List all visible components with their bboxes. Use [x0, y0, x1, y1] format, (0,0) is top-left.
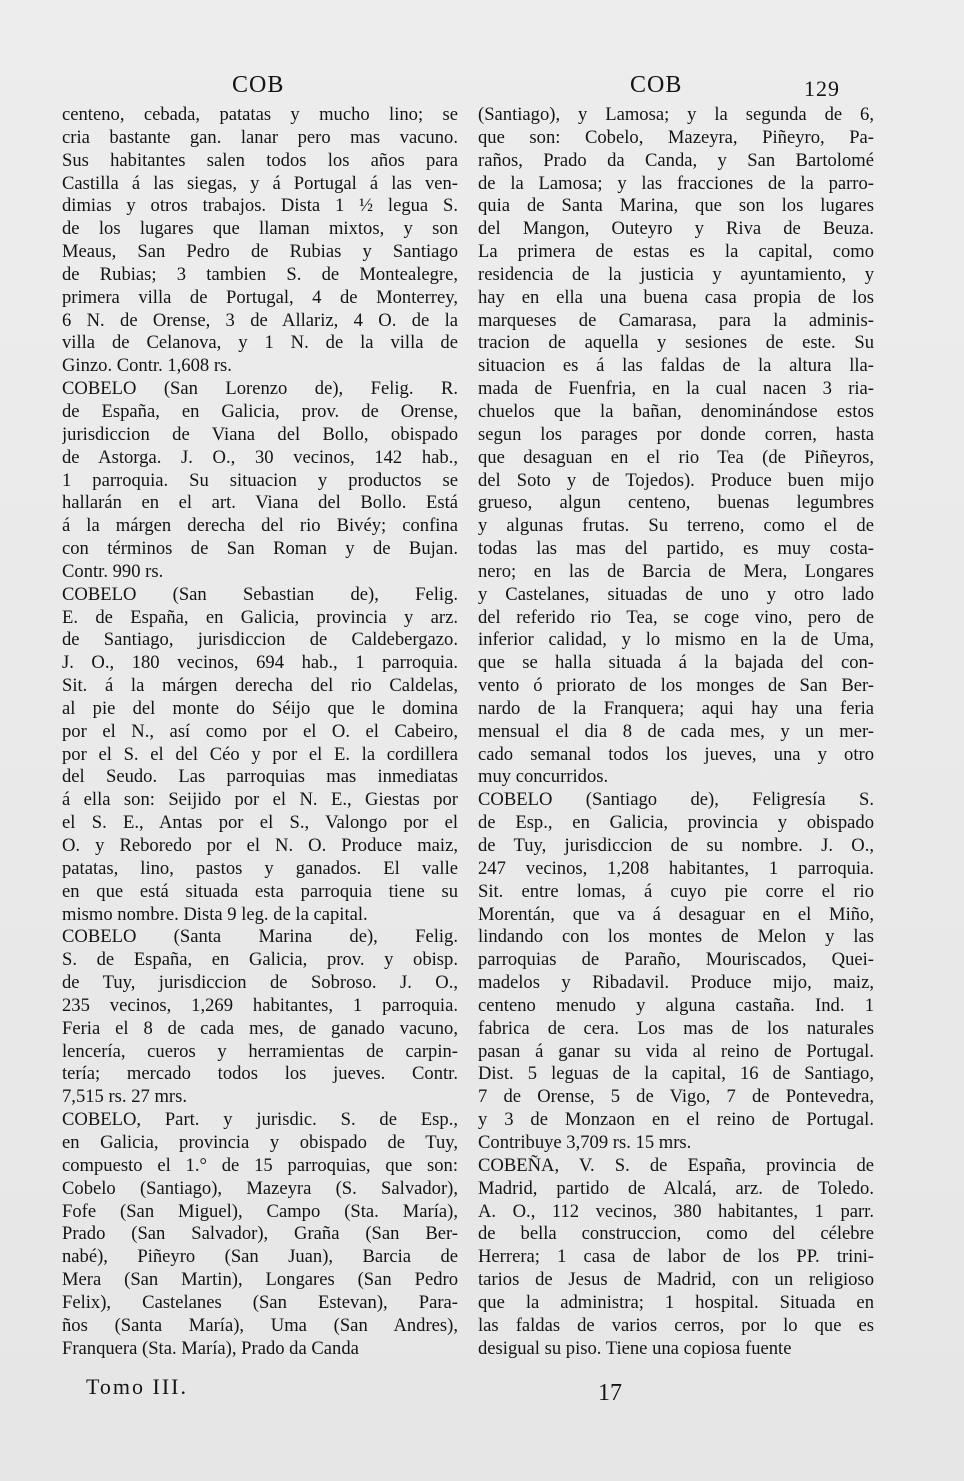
right-column — [478, 104, 874, 1360]
text-line: Cobelo (Santiago), Mazeyra (S. Salvador), — [62, 1177, 458, 1199]
text-line: COBELO (San Lorenzo de), Felig. R. — [62, 378, 458, 400]
text-line: Sus habitantes salen todos los años para — [62, 149, 458, 171]
text-line: COBEÑA, V. S. de España, provincia de — [478, 1154, 874, 1176]
text-line: Mera (San Martin), Longares (San Pedro — [62, 1269, 458, 1291]
text-line: nabé), Piñeyro (San Juan), Barcia de — [62, 1246, 458, 1268]
text-line: 6 N. de Orense, 3 de Allariz, 4 O. de la — [62, 309, 458, 331]
text-line: de España, en Galicia, prov. de Orense, — [62, 400, 458, 422]
text-line: 247 vecinos, 1,208 habitantes, 1 parroquia. — [478, 857, 874, 879]
page-number: 129 — [804, 76, 840, 101]
text-line: del Mangon, Outeyro y Riva de Beuza. — [478, 218, 874, 240]
text-line: villa de Celanova, y 1 N. de la villa de — [62, 332, 458, 354]
text-line: E. de España, en Galicia, provincia y arz. — [62, 606, 458, 628]
text-line: hallarán en el art. Viana del Bollo. Está — [62, 492, 458, 514]
text-line: Sit. entre lomas, á cuyo pie corre el rio — [478, 880, 874, 902]
text-line: que son: Cobelo, Mazeyra, Piñeyro, Pa- — [478, 126, 874, 148]
text-line: el S. E., Antas por el S., Valongo por el — [62, 812, 458, 834]
text-line: de la Lamosa; y las fracciones de la parro- — [478, 172, 874, 194]
running-header — [0, 72, 964, 102]
text-line: del Seudo. Las parroquias mas inmediatas — [62, 766, 458, 788]
text-line: tracion de aquella y sesiones de este. Su — [478, 332, 874, 354]
text-line: segun los parages por donde corren, hasta — [478, 423, 874, 445]
text-line: Castilla á las siegas, y á Portugal á las ven- — [62, 172, 458, 194]
text-line: á la márgen derecha del rio Bivéy; confina — [62, 515, 458, 537]
text-line: Fofe (San Miguel), Campo (Sta. María), — [62, 1200, 458, 1222]
text-line: Contr. 990 rs. — [62, 560, 164, 582]
text-line: parroquias de Paraño, Mouriscados, Quei- — [478, 949, 874, 971]
text-line: dimias y otros trabajos. Dista 1 ½ legua S. — [62, 195, 458, 217]
text-line: de los lugares que llaman mixtos, y son — [62, 218, 458, 240]
text-line: tería; mercado todos los jueves. Contr. — [62, 1063, 458, 1085]
text-line: (Santiago), y Lamosa; y la segunda de 6, — [478, 104, 874, 125]
text-line: de bella construccion, como del célebre — [478, 1223, 874, 1245]
text-line: inferior calidad, y lo mismo en la de Uma, — [478, 629, 874, 651]
text-line: grueso, algun centeno, buenas legumbres — [478, 492, 874, 514]
text-line: á ella son: Seijido por el N. E., Giestas por — [62, 789, 458, 811]
text-line: que la administra; 1 hospital. Situada en — [478, 1291, 874, 1313]
text-line: y algunas frutas. Su terreno, como el de — [478, 515, 874, 537]
text-line: Feria el 8 de cada mes, de ganado vacuno, — [62, 1017, 458, 1039]
text-line: madelos y Ribadavil. Produce mijo, maiz, — [478, 972, 874, 994]
text-line: nero; en las de Barcia de Mera, Longares — [478, 560, 874, 582]
text-line: La primera de estas es la capital, como — [478, 241, 874, 263]
text-line: vento ó priorato de los monges de San Ber- — [478, 675, 874, 697]
text-line: tarios de Jesus de Madrid, con un religioso — [478, 1269, 874, 1291]
text-line: Contribuye 3,709 rs. 15 mrs. — [478, 1131, 692, 1153]
text-line: A. O., 112 vecinos, 380 habitantes, 1 parr. — [478, 1200, 874, 1222]
text-line: Madrid, partido de Alcalá, arz. de Toledo. — [478, 1177, 874, 1199]
text-line: residencia de la justicia y ayuntamiento, y — [478, 263, 874, 285]
text-line: hay en ella una buena casa propia de los — [478, 286, 874, 308]
text-line: mada de Fuenfria, en la cual nacen 3 ria- — [478, 378, 874, 400]
text-line: Prado (San Salvador), Graña (San Ber- — [62, 1223, 458, 1245]
text-line: de Santiago, jurisdiccion de Caldebergazo. — [62, 629, 458, 651]
text-line: Sit. á la márgen derecha del rio Caldelas, — [62, 675, 458, 697]
text-line: fabrica de cera. Los mas de los naturales — [478, 1017, 874, 1039]
text-line: Felix), Castelanes (San Estevan), Para- — [62, 1291, 458, 1313]
text-line: COBELO (Santa Marina de), Felig. — [62, 926, 458, 948]
text-line: lindando con los montes de Melon y las — [478, 926, 874, 948]
text-line: desigual su piso. Tiene una copiosa fuente — [478, 1337, 792, 1359]
text-line: en que está situada esta parroquia tiene su — [62, 880, 458, 902]
text-line: Franquera (Sta. María), Prado da Canda — [62, 1337, 359, 1359]
text-line: Ginzo. Contr. 1,608 rs. — [62, 355, 232, 377]
text-line: 7 de Orense, 5 de Vigo, 7 de Pontevedra, — [478, 1086, 874, 1108]
text-line: las faldas de varios cerros, por lo que es — [478, 1314, 874, 1336]
text-line: compuesto el 1.° de 15 parroquias, que son: — [62, 1154, 458, 1176]
text-line: nardo de la Franquera; aqui hay una feria — [478, 697, 874, 719]
header-right-word: COB — [630, 72, 683, 98]
text-line: Dist. 5 leguas de la capital, 16 de Santiago, — [478, 1063, 874, 1085]
text-line: S. de España, en Galicia, prov. y obisp. — [62, 949, 458, 971]
text-line: por el N., así como por el O. el Cabeiro, — [62, 720, 458, 742]
text-line: 7,515 rs. 27 mrs. — [62, 1086, 187, 1108]
text-line: de Esp., en Galicia, provincia y obispado — [478, 812, 874, 834]
text-line: patatas, lino, pastos y ganados. El valle — [62, 857, 458, 879]
text-line: al pie del monte do Séijo que le domina — [62, 697, 458, 719]
text-line: por el S. el del Céo y por el E. la cordillera — [62, 743, 458, 765]
text-line: Herrera; 1 casa de labor de los PP. trini- — [478, 1246, 874, 1268]
text-line: y Castelanes, situadas de uno y otro lado — [478, 583, 874, 605]
text-line: con términos de San Roman y de Bujan. — [62, 538, 458, 560]
text-line: jurisdiccion de Viana del Bollo, obispado — [62, 423, 458, 445]
text-line: chuelos que la bañan, denominándose estos — [478, 400, 874, 422]
text-line: situacion es á las faldas de la altura lla- — [478, 355, 874, 377]
signature-mark: 17 — [598, 1380, 622, 1406]
text-line: centeno, cebada, patatas y mucho lino; se — [62, 104, 458, 125]
volume-label: Tomo III. — [86, 1374, 188, 1399]
text-line: en Galicia, provincia y obispado de Tuy, — [62, 1131, 458, 1153]
text-line: y 3 de Monzaon en el reino de Portugal. — [478, 1109, 874, 1131]
text-line: primera villa de Portugal, 4 de Monterrey, — [62, 286, 458, 308]
text-line: cado semanal todos los jueves, una y otro — [478, 743, 874, 765]
text-line: centeno menudo y alguna castaña. Ind. 1 — [478, 994, 874, 1016]
text-line: ños (Santa María), Uma (San Andres), — [62, 1314, 458, 1336]
text-line: todas las mas del partido, es muy costa- — [478, 538, 874, 560]
text-line: de Astorga. J. O., 30 vecinos, 142 hab., — [62, 446, 458, 468]
text-line: de Tuy, jurisdiccion de su nombre. J. O., — [478, 835, 874, 856]
text-line: 1 parroquia. Su situacion y productos se — [62, 469, 458, 491]
text-line: de Tuy, jurisdiccion de Sobroso. J. O., — [62, 972, 458, 994]
text-line: pasan á ganar su vida al reino de Portugal. — [478, 1040, 874, 1062]
text-line: Morentán, que va á desaguar en el Miño, — [478, 903, 874, 925]
text-line: mismo nombre. Dista 9 leg. de la capital. — [62, 903, 368, 925]
text-line: del referido rio Tea, se coge vino, pero de — [478, 606, 874, 628]
text-line: Meaus, San Pedro de Rubias y Santiago — [62, 241, 458, 263]
header-left-word: COB — [232, 72, 285, 98]
left-column — [62, 104, 458, 1360]
text-line: marqueses de Camarasa, para la adminis- — [478, 309, 874, 331]
text-line: J. O., 180 vecinos, 694 hab., 1 parroquia. — [62, 652, 458, 674]
text-line: que se halla situada á la bajada del con- — [478, 652, 874, 674]
text-line: O. y Reboredo por el N. O. Produce maiz, — [62, 835, 458, 856]
text-line: 235 vecinos, 1,269 habitantes, 1 parroquia. — [62, 994, 458, 1016]
text-line: COBELO (Santiago de), Feligresía S. — [478, 789, 874, 811]
text-line: de Rubias; 3 tambien S. de Montealegre, — [62, 263, 458, 285]
text-line: del Soto y de Tojedos). Produce buen mijo — [478, 469, 874, 491]
text-line: mensual el dia 8 de cada mes, y un mer- — [478, 720, 874, 742]
text-line: cria bastante gan. lanar pero mas vacuno. — [62, 126, 458, 148]
text-line: lencería, cueros y herramientas de carpin- — [62, 1040, 458, 1062]
text-line: COBELO, Part. y jurisdic. S. de Esp., — [62, 1109, 458, 1131]
text-line: raños, Prado da Canda, y San Bartolomé — [478, 149, 874, 171]
text-line: quia de Santa Marina, que son los lugares — [478, 195, 874, 217]
text-line: que desaguan en el rio Tea (de Piñeyros, — [478, 446, 874, 468]
text-line: COBELO (San Sebastian de), Felig. — [62, 583, 458, 605]
text-line: muy concurridos. — [478, 766, 609, 788]
